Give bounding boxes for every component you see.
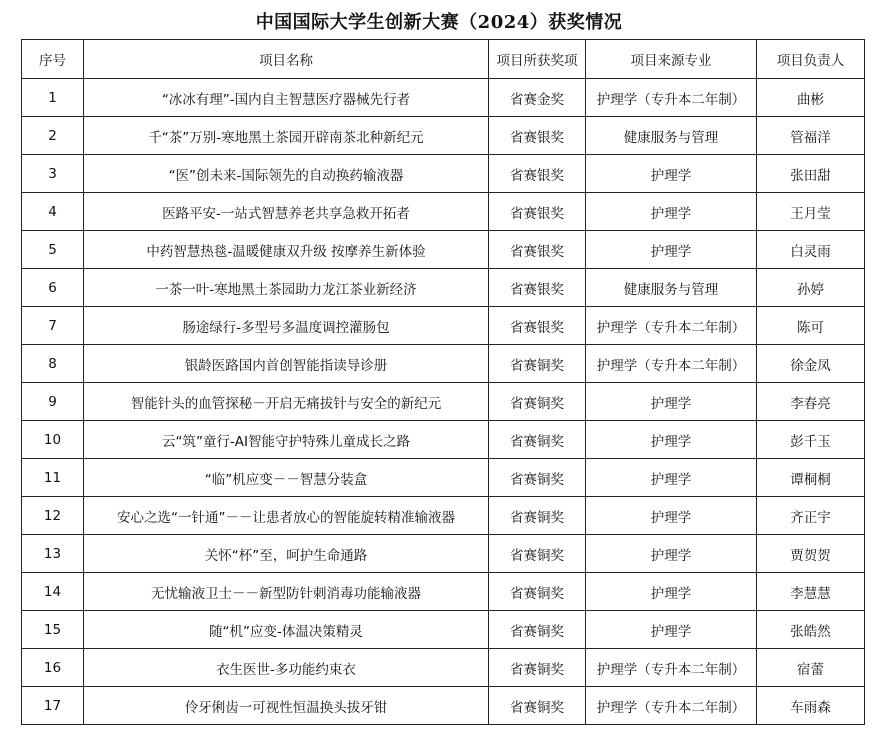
table-row [22,117,865,155]
table-row [22,307,865,345]
cell-leader: 彭千玉 [757,421,865,459]
cell-award: 省赛银奖 [489,269,586,307]
cell-index: 8 [22,345,84,383]
cell-award: 省赛银奖 [489,155,586,193]
cell-leader: 李慧慧 [757,573,865,611]
cell-major: 护理学 [586,535,757,573]
cell-award: 省赛银奖 [489,117,586,155]
cell-leader: 曲彬 [757,79,865,117]
cell-award: 省赛金奖 [489,79,586,117]
cell-major: 健康服务与管理 [586,117,757,155]
cell-major: 护理学 [586,611,757,649]
cell-project-name: 衣生医世-多功能约束衣 [84,649,489,687]
cell-project-name: “临”机应变－－智慧分装盒 [84,459,489,497]
cell-index: 1 [22,79,84,117]
cell-project-name: 千“茶”万别-寒地黑土茶园开辟南茶北种新纪元 [84,117,489,155]
header-major: 项目来源专业 [586,40,757,79]
cell-project-name: 安心之选“一针通”－－让患者放心的智能旋转精准输液器 [84,497,489,535]
cell-major: 护理学（专升本二年制） [586,649,757,687]
cell-leader: 贾贺贺 [757,535,865,573]
table-row [22,193,865,231]
table-row [22,79,865,117]
cell-leader: 陈可 [757,307,865,345]
cell-award: 省赛铜奖 [489,687,586,725]
cell-leader: 宿蕾 [757,649,865,687]
cell-leader: 齐正宇 [757,497,865,535]
cell-leader: 李春亮 [757,383,865,421]
cell-project-name: 伶牙俐齿一可视性恒温换头拔牙钳 [84,687,489,725]
cell-award: 省赛铜奖 [489,497,586,535]
cell-project-name: 无忧输液卫士－－新型防针刺消毒功能输液器 [84,573,489,611]
table-row [22,573,865,611]
cell-project-name: “冰冰有理”-国内自主智慧医疗器械先行者 [84,79,489,117]
cell-leader: 张田甜 [757,155,865,193]
cell-leader: 王月莹 [757,193,865,231]
cell-major: 护理学 [586,193,757,231]
cell-index: 12 [22,497,84,535]
header-project-name: 项目名称 [84,40,489,79]
cell-index: 4 [22,193,84,231]
cell-project-name: 中药智慧热毯-温暖健康双升级 按摩养生新体验 [84,231,489,269]
table-row [22,231,865,269]
cell-major: 护理学（专升本二年制） [586,79,757,117]
cell-project-name: 智能针头的血管探秘－开启无痛拔针与安全的新纪元 [84,383,489,421]
table-row [22,535,865,573]
page-title: 中国国际大学生创新大赛（2024）获奖情况 [255,12,623,33]
cell-major: 护理学 [586,573,757,611]
cell-award: 省赛铜奖 [489,383,586,421]
cell-award: 省赛银奖 [489,193,586,231]
cell-index: 17 [22,687,84,725]
cell-project-name: “医”创未来-国际领先的自动换药输液器 [84,155,489,193]
cell-index: 6 [22,269,84,307]
cell-project-name: 一茶一叶-寒地黑土茶园助力龙江茶业新经济 [84,269,489,307]
table-row [22,155,865,193]
cell-award: 省赛铜奖 [489,535,586,573]
cell-project-name: 银龄医路国内首创智能指读导诊册 [84,345,489,383]
cell-major: 护理学 [586,421,757,459]
table-row [22,421,865,459]
cell-index: 3 [22,155,84,193]
cell-award: 省赛银奖 [489,307,586,345]
cell-index: 5 [22,231,84,269]
cell-major: 健康服务与管理 [586,269,757,307]
cell-award: 省赛铜奖 [489,459,586,497]
cell-major: 护理学 [586,497,757,535]
table-header [22,40,865,79]
cell-award: 省赛铜奖 [489,421,586,459]
cell-leader: 孙婷 [757,269,865,307]
cell-project-name: 随“机”应变-体温决策精灵 [84,611,489,649]
cell-major: 护理学 [586,231,757,269]
cell-leader: 张皓然 [757,611,865,649]
cell-index: 9 [22,383,84,421]
cell-major: 护理学 [586,155,757,193]
cell-leader: 车雨森 [757,687,865,725]
cell-index: 13 [22,535,84,573]
cell-index: 14 [22,573,84,611]
cell-index: 15 [22,611,84,649]
cell-index: 7 [22,307,84,345]
cell-project-name: 医路平安-一站式智慧养老共享急救开拓者 [84,193,489,231]
table-row [22,459,865,497]
table-row [22,383,865,421]
table-row [22,345,865,383]
cell-index: 11 [22,459,84,497]
cell-project-name: 关怀“杯”至，呵护生命通路 [84,535,489,573]
cell-award: 省赛铜奖 [489,611,586,649]
cell-major: 护理学（专升本二年制） [586,307,757,345]
cell-index: 2 [22,117,84,155]
cell-leader: 管福洋 [757,117,865,155]
cell-index: 10 [22,421,84,459]
cell-major: 护理学（专升本二年制） [586,345,757,383]
cell-index: 16 [22,649,84,687]
header-index: 序号 [22,40,84,79]
table-row [22,649,865,687]
cell-major: 护理学（专升本二年制） [586,687,757,725]
table-row [22,687,865,725]
cell-major: 护理学 [586,459,757,497]
header-award: 项目所获奖项 [489,40,586,79]
header-row [22,40,865,79]
table-row [22,611,865,649]
cell-project-name: 云“筑”童行-AI智能守护特殊儿童成长之路 [84,421,489,459]
cell-leader: 徐金凤 [757,345,865,383]
cell-award: 省赛铜奖 [489,345,586,383]
cell-major: 护理学 [586,383,757,421]
cell-leader: 谭桐桐 [757,459,865,497]
cell-award: 省赛铜奖 [489,573,586,611]
table-body [22,79,865,725]
header-leader: 项目负责人 [757,40,865,79]
cell-award: 省赛铜奖 [489,649,586,687]
cell-award: 省赛银奖 [489,231,586,269]
table-row [22,497,865,535]
awards-table [21,39,865,725]
cell-project-name: 肠途绿行-多型号多温度调控灌肠包 [84,307,489,345]
cell-leader: 白灵雨 [757,231,865,269]
table-row [22,269,865,307]
